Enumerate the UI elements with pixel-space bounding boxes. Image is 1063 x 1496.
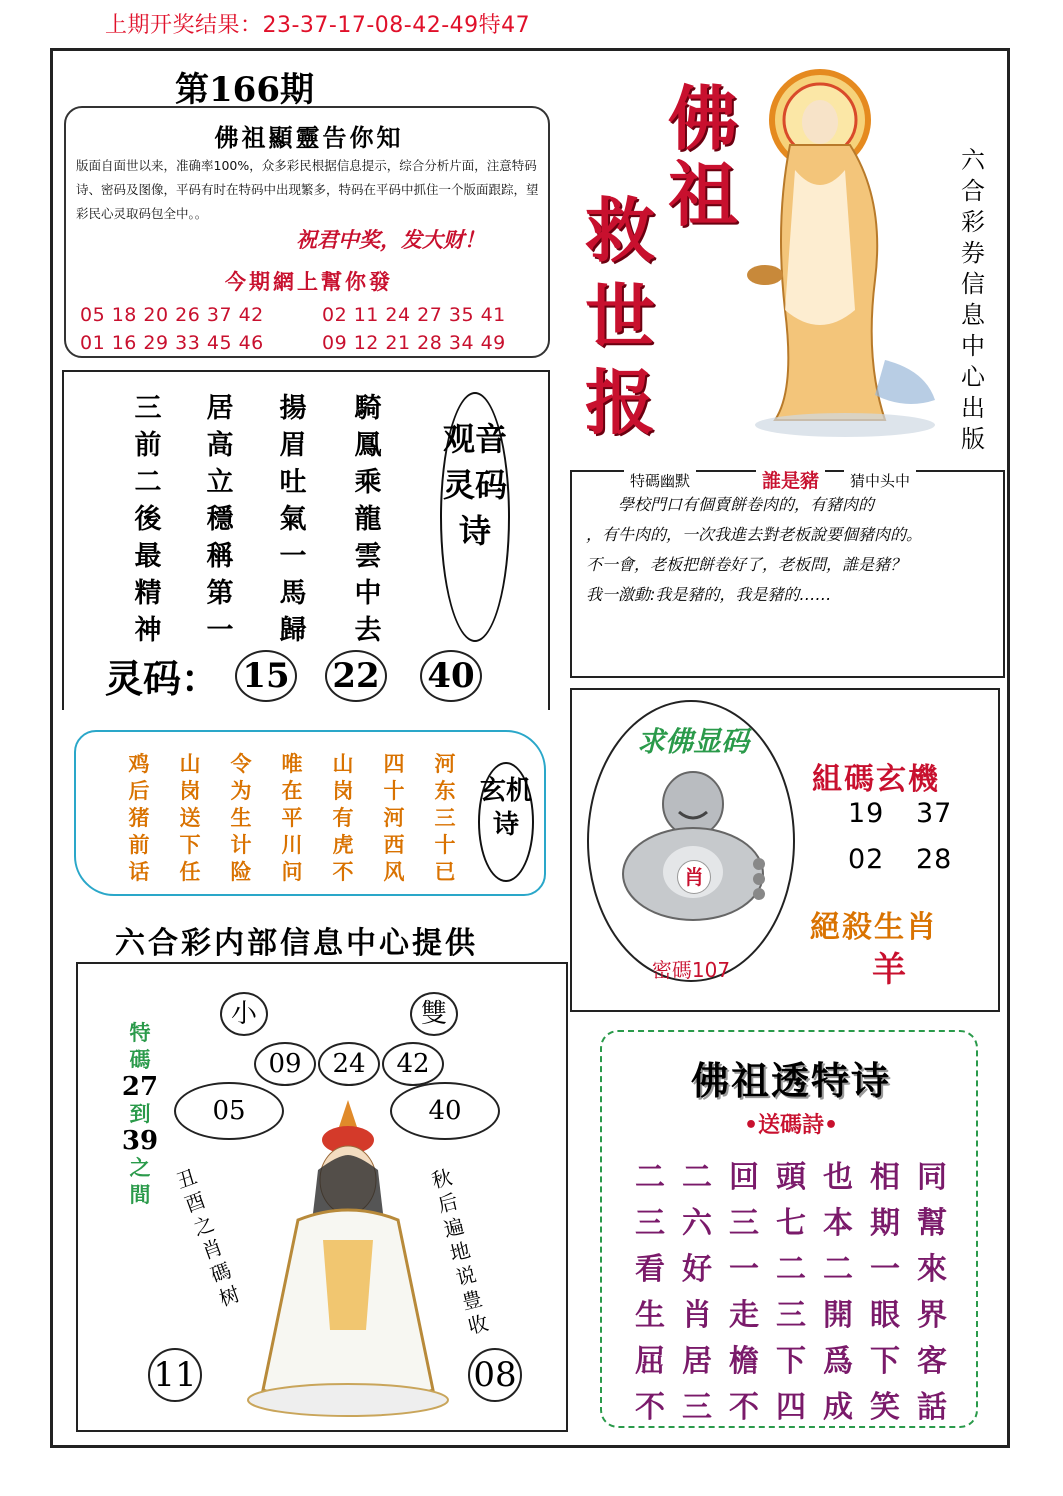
poem-char: 一: [206, 615, 234, 646]
lingma-label: 灵码：: [105, 656, 220, 701]
tema-char: 碼: [129, 1048, 151, 1072]
poem-char: 六: [682, 1206, 712, 1241]
xuanji-char: 虎: [332, 833, 354, 857]
joke-line: ，有牛肉的，一次我進去對老板說要個豬肉的。: [586, 525, 923, 544]
poem-char: 最: [134, 541, 162, 572]
xuanji-char: 东: [434, 779, 456, 803]
poem-char: 二: [635, 1160, 665, 1195]
poem-char: 成: [823, 1390, 853, 1425]
slogan: 祝君中奖，发大财！: [296, 228, 485, 252]
poem-char: 揚: [279, 393, 307, 424]
poem-char: 雲: [354, 541, 382, 572]
poem-char: 三: [776, 1298, 806, 1333]
notice-box: [64, 106, 550, 358]
xuanji-char: 任: [179, 860, 201, 884]
poem-char: 同: [917, 1160, 947, 1195]
poem-char: 界: [917, 1298, 947, 1333]
xuanji-char: 四: [383, 752, 405, 776]
xuanji-char: 鸡: [128, 752, 150, 776]
poem-char: 二: [682, 1160, 712, 1195]
buddha-belly-char: 肖: [677, 860, 711, 894]
poem-char: 居: [682, 1344, 712, 1379]
poem-char: 下: [870, 1344, 900, 1379]
xuanji-char: 前: [128, 833, 150, 857]
buddha-box: [570, 688, 1000, 1012]
xuanji-box: [74, 730, 546, 896]
poem-char: 三: [729, 1206, 759, 1241]
title-char-1: 佛: [668, 77, 738, 160]
xuanji-char: 山: [332, 752, 354, 776]
small-oval: 小: [220, 992, 268, 1036]
xuanji-char: 生: [230, 806, 252, 830]
title-char-4: 世: [585, 275, 655, 358]
notice-title: 佛祖顯靈告你知: [214, 123, 404, 152]
poem-char: 穩: [206, 504, 234, 535]
poem-char: 第: [206, 578, 234, 609]
poem-char: 立: [206, 467, 234, 498]
guanyin-standing-image: [735, 60, 950, 440]
corner-number-right: 08: [468, 1348, 522, 1402]
lingma-3: 40: [420, 650, 482, 702]
right-number-oval: 40: [390, 1082, 500, 1140]
poem-char: 開: [823, 1298, 853, 1333]
poem-char: 三: [682, 1390, 712, 1425]
xuanji-char: 岗: [332, 779, 354, 803]
xuanji-char: 计: [230, 833, 252, 857]
bottom-right-box: [600, 1030, 978, 1428]
poem-char: 爲: [823, 1344, 853, 1379]
help-title: 今期網上幫你發: [225, 270, 393, 294]
poem-char: 高: [206, 430, 234, 461]
poem-char: 好: [682, 1252, 712, 1287]
poem-char: 後: [134, 504, 162, 535]
poem-char: 相: [870, 1160, 900, 1195]
numbers-right-1: 02 11 24 27 35 41: [322, 304, 506, 326]
lingma-1: 15: [235, 650, 297, 702]
xuanji-char: 送: [179, 806, 201, 830]
zm-title: 組碼玄機: [812, 762, 940, 797]
xuanji-char: 险: [230, 860, 252, 884]
poem-char: 乘: [354, 467, 382, 498]
last-draw-result: 上期开奖结果：23-37-17-08-42-49特47: [105, 13, 531, 38]
corner-number-left: 11: [148, 1348, 202, 1402]
poem-char: 話: [917, 1390, 947, 1425]
xuanji-char: 为: [230, 779, 252, 803]
title-char-3: 救: [585, 189, 655, 272]
zm-number: 37: [916, 798, 953, 829]
tema-char: 特: [129, 1021, 151, 1045]
tema-char: 27: [121, 1072, 159, 1102]
joke-head-title: 誰是豬: [756, 466, 825, 493]
publisher-vertical: 六合彩券信息中心出版: [961, 146, 985, 453]
poem-char: 二: [776, 1252, 806, 1287]
joke-line: 不一會，老板把餅卷好了，老板問，誰是豬？: [586, 555, 907, 574]
poem-char: 居: [206, 393, 234, 424]
double-oval: 雙: [410, 992, 458, 1036]
laughing-buddha-image: [609, 764, 777, 928]
poem-char: 馬: [279, 578, 307, 609]
xuanji-char: 三: [434, 806, 456, 830]
guanyin-seated-image: [238, 1100, 458, 1424]
tema-range: [120, 1020, 160, 1209]
poem-char: 不: [729, 1390, 759, 1425]
xuanji-char: 话: [128, 860, 150, 884]
numbers-left-1: 05 18 20 26 37 42: [80, 304, 264, 326]
poem-char: 肖: [682, 1298, 712, 1333]
poem-char: 笑: [870, 1390, 900, 1425]
xuanji-label: 玄机诗: [480, 776, 533, 840]
xuanji-char: 西: [383, 833, 405, 857]
xuanji-char: 十: [383, 779, 405, 803]
bottom-right-subtitle: •送碼詩•: [743, 1113, 839, 1138]
poem-char: 本: [823, 1206, 853, 1241]
xuanji-char: 不: [332, 860, 354, 884]
top-number: 24: [318, 1042, 380, 1086]
xuanji-char: 猪: [128, 806, 150, 830]
left-poem-vertical: 丑酉之肖碼树: [173, 1164, 243, 1311]
tema-char: 間: [129, 1183, 151, 1207]
poem-char: 前: [134, 430, 162, 461]
poem-char: 一: [279, 541, 307, 572]
joke-head-left: 特碼幽默: [624, 470, 696, 491]
xuanji-char: 岗: [179, 779, 201, 803]
poem-char: 頭: [776, 1160, 806, 1195]
poem-char: 神: [134, 615, 162, 646]
poem-char: 中: [354, 578, 382, 609]
xuanji-char: 后: [128, 779, 150, 803]
poem-char: 歸: [279, 615, 307, 646]
numbers-right-2: 09 12 21 28 34 49: [322, 332, 506, 354]
poem-char: 二: [823, 1252, 853, 1287]
jx-title: 絕殺生肖: [810, 910, 938, 945]
poem-char: 二: [134, 467, 162, 498]
xuanji-char: 下: [179, 833, 201, 857]
poem-char: 精: [134, 578, 162, 609]
poem-char: 回: [729, 1160, 759, 1195]
buddha-arc-text: 求佛显码: [636, 725, 749, 758]
poem-char: 去: [354, 615, 382, 646]
buddha-oval: [587, 700, 795, 982]
notice-body: 版面自面世以来，准确率100%，众多彩民根据信息提示，综合分析片面，注意特码诗、密码及图像，平码有时在特码中出现繁多，特码在平码中抓住一个版面跟踪，望彩民心灵取码包全中。。: [76, 158, 539, 221]
joke-line: 學校門口有個賣餅卷肉的，有豬肉的: [618, 495, 875, 514]
joke-line: 我一激動:我是豬的，我是豬的……: [586, 585, 832, 604]
xuanji-char: 山: [179, 752, 201, 776]
poem-char: 眼: [870, 1298, 900, 1333]
poem-char: 檐: [729, 1344, 759, 1379]
title-char-2: 祖: [668, 153, 738, 236]
poem-char: 客: [917, 1344, 947, 1379]
xuanji-char: 已: [434, 860, 456, 884]
lingma-2: 22: [325, 650, 387, 702]
xuanji-char: 川: [281, 833, 303, 857]
xuanji-char: 河: [383, 806, 405, 830]
top-number: 42: [382, 1042, 444, 1086]
poem-char: 龍: [354, 504, 382, 535]
joke-box: [570, 470, 1005, 678]
poem-char: 屈: [635, 1344, 665, 1379]
poem-label-oval: [440, 392, 510, 642]
poem-char: 下: [776, 1344, 806, 1379]
jx-value: 羊: [872, 950, 906, 990]
xuanji-char: 在: [281, 779, 303, 803]
issue-number: 第166期: [175, 70, 314, 110]
joke-head-right: 猜中头中: [844, 470, 916, 491]
xuanji-label-oval: [478, 762, 534, 882]
poem-char: 氣: [279, 504, 307, 535]
right-poem-vertical: 秋后遍地说豊收: [429, 1164, 491, 1339]
xuanji-char: 河: [434, 752, 456, 776]
poem-char: 七: [776, 1206, 806, 1241]
poem-label: 观音灵码诗: [442, 420, 507, 550]
poem-char: 稱: [206, 541, 234, 572]
provider-line: 六合彩内部信息中心提供: [115, 926, 478, 961]
poem-char: 走: [729, 1298, 759, 1333]
poem-char: 也: [823, 1160, 853, 1195]
top-number: 09: [254, 1042, 316, 1086]
poem-char: 一: [729, 1252, 759, 1287]
poem-char: 看: [635, 1252, 665, 1287]
poem-char: 三: [635, 1206, 665, 1241]
poem-char: 來: [917, 1252, 947, 1287]
xuanji-char: 平: [281, 806, 303, 830]
poem-char: 不: [635, 1390, 665, 1425]
numbers-left-2: 01 16 29 33 45 46: [80, 332, 264, 354]
poem-char: 鳳: [354, 430, 382, 461]
xuanji-char: 问: [281, 860, 303, 884]
bottom-right-title: 佛祖透特诗: [690, 1058, 891, 1103]
poem-char: 一: [870, 1252, 900, 1287]
tema-char: 39: [121, 1126, 159, 1156]
zm-number: 28: [916, 844, 953, 875]
zm-number: 02: [848, 844, 885, 875]
zm-number: 19: [848, 798, 885, 829]
bottom-left-box: [76, 962, 568, 1432]
xuanji-char: 风: [383, 860, 405, 884]
poem-char: 生: [635, 1298, 665, 1333]
buddha-code: 密碼107: [651, 958, 731, 982]
poem-char: 眉: [279, 430, 307, 461]
poem-char: 騎: [354, 393, 382, 424]
poem-char: 幫: [917, 1206, 947, 1241]
joke-body: [586, 490, 996, 610]
tema-char: 之: [129, 1156, 151, 1180]
poem-char: 三: [134, 393, 162, 424]
xuanji-char: 有: [332, 806, 354, 830]
poem-char: 吐: [279, 467, 307, 498]
xuanji-char: 十: [434, 833, 456, 857]
poem-char: 期: [870, 1206, 900, 1241]
xuanji-char: 令: [230, 752, 252, 776]
poem-char: 四: [776, 1390, 806, 1425]
tema-char: 到: [129, 1102, 151, 1126]
left-number-oval: 05: [174, 1082, 284, 1140]
title-char-5: 报: [585, 361, 655, 444]
xuanji-char: 唯: [281, 752, 303, 776]
